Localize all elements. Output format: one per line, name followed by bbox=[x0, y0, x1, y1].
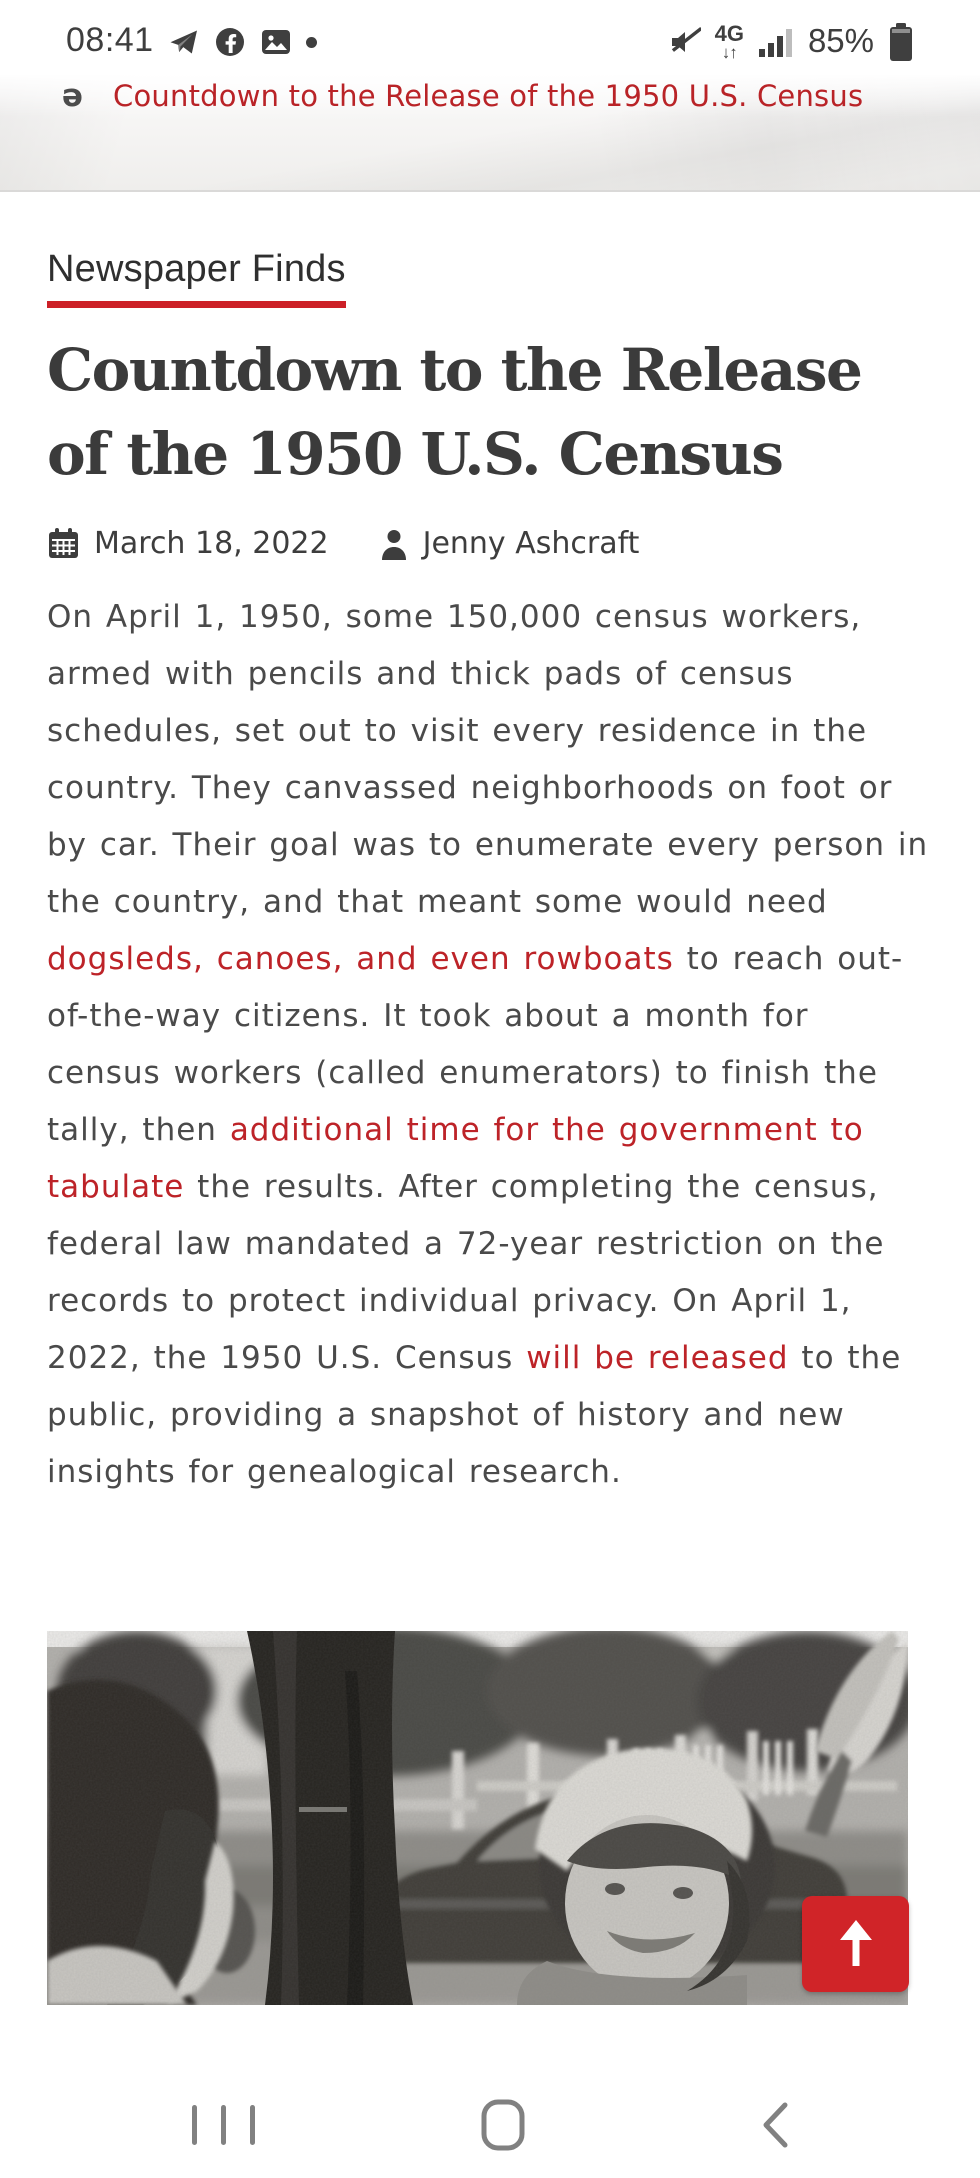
article-meta bbox=[47, 526, 933, 561]
category-link[interactable]: Newspaper Finds bbox=[47, 250, 346, 308]
android-navigation-bar bbox=[0, 2072, 980, 2178]
calendar-icon bbox=[47, 527, 80, 560]
text-run: to the public, providing a snapshot of history and new insights for genealogical research. bbox=[47, 1340, 902, 1490]
back-button[interactable] bbox=[720, 2072, 830, 2178]
gallery-icon bbox=[260, 18, 292, 58]
signal-strength-icon bbox=[758, 17, 794, 59]
battery-icon bbox=[888, 14, 914, 62]
inline-link[interactable]: dogsleds, canoes, and even rowboats bbox=[47, 941, 674, 977]
back-chevron-icon bbox=[761, 2101, 789, 2149]
author-icon bbox=[379, 528, 409, 560]
4g-network-icon: 4G ↓↑ bbox=[714, 20, 744, 62]
recents-button[interactable] bbox=[168, 2072, 278, 2178]
clock: 08:41 bbox=[66, 21, 154, 59]
author-name: Jenny Ashcraft bbox=[422, 526, 640, 561]
recents-icon bbox=[192, 2105, 197, 2145]
article-photo bbox=[47, 1631, 908, 2005]
home-button[interactable] bbox=[448, 2072, 558, 2178]
facebook-icon bbox=[214, 18, 246, 58]
article-title: Countdown to the Release of the 1950 U.S. Census bbox=[47, 336, 862, 488]
scroll-to-top-button[interactable] bbox=[802, 1896, 909, 1992]
status-bar-left bbox=[66, 15, 317, 60]
battery-percentage: 85% bbox=[807, 21, 874, 59]
text-run: the results. After completing the census, federal law mandated a 72-year restriction on the records to protect individual privacy. On April 1, 2022, the 1950 U.S. Census bbox=[47, 1169, 885, 1376]
telegram-icon bbox=[168, 18, 200, 58]
text-run: On April 1, 1950, some 150,000 census workers, armed with pencils and thick pads of census schedules, set out to visit every residence in the country. They canvassed neighborhoods on foot or by car. Their goal was to enumerate every person in the country, and that meant some would need bbox=[47, 599, 929, 920]
status-bar-right bbox=[667, 14, 914, 62]
mute-icon bbox=[667, 17, 701, 59]
browser-title-bar[interactable] bbox=[0, 75, 980, 117]
article-paragraph bbox=[47, 589, 933, 1501]
home-icon bbox=[480, 2099, 526, 2151]
article-content bbox=[0, 192, 980, 2005]
up-arrow-icon bbox=[836, 1920, 876, 1968]
inline-link[interactable]: will be released bbox=[526, 1340, 789, 1376]
browser-page-title: Countdown to the Release of the 1950 U.S. Census bbox=[113, 79, 864, 113]
text-run: to reach out-of-the-way citizens. It took about a month for census workers (called enumerators) to finish the tally, then bbox=[47, 941, 904, 1148]
inline-link[interactable]: additional time for the government to tabulate bbox=[47, 1112, 864, 1205]
publish-date: March 18, 2022 bbox=[94, 526, 329, 561]
newspaper-photo-illustration bbox=[47, 1631, 908, 2005]
notification-dot bbox=[306, 37, 317, 48]
site-header-texture bbox=[0, 75, 980, 192]
site-favicon: ə bbox=[62, 77, 84, 114]
status-bar bbox=[0, 0, 980, 75]
